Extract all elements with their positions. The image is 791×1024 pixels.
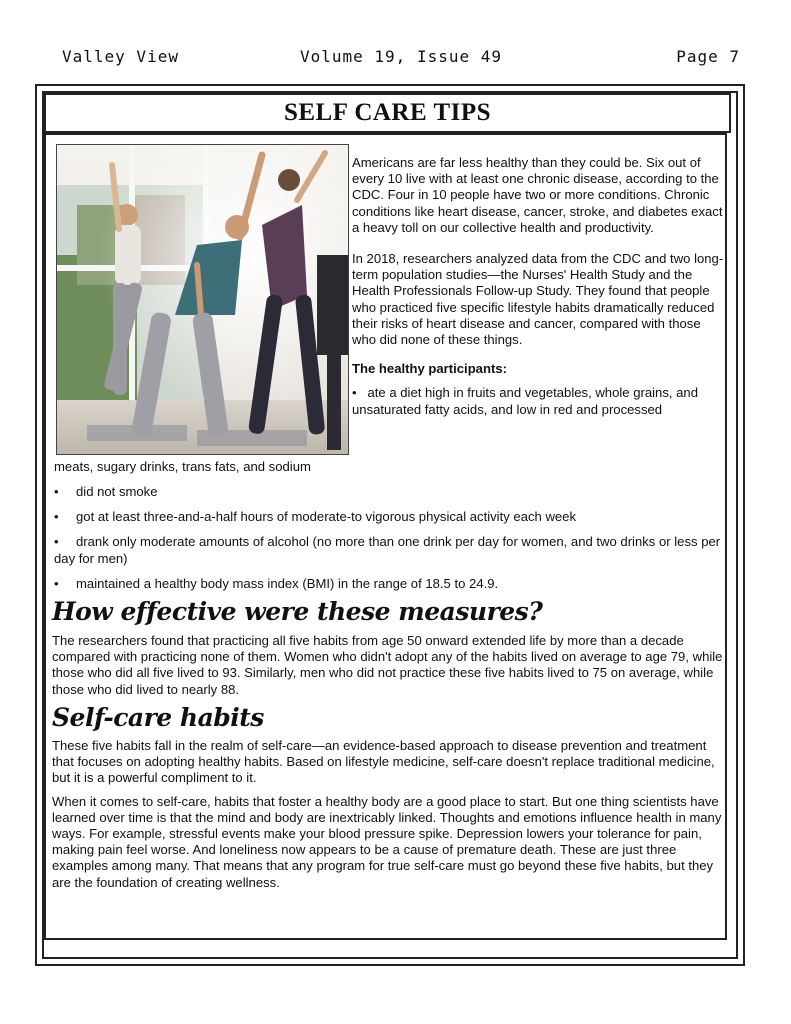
intro-column xyxy=(352,155,724,418)
effectiveness-paragraph: The researchers found that practicing all five habits from age 50 onward extended life by more than a decade compared with practicing none of them. Women who didn't adopt any of the habits lived on average to age 79, while those who did all five lived to 93. Similarly, men who did not practice these five habits lived to 75 on average, while those who did lived to nearly 88. xyxy=(52,633,723,697)
article-title: SELF CARE TIPS xyxy=(44,93,731,133)
bullet-dot: • xyxy=(54,575,59,591)
running-header xyxy=(62,47,740,69)
self-care-paragraph-2: When it comes to self-care, habits that foster a healthy body are a good place to start. But one thing scientists have learned over time is that the mind and body are inextricably linked. Thoughts and emotions influence health in many ways. For example, stressful events make your blood pressure spike. Depression lowers your tolerance for pain, making pain feel worse. And loneliness now appears to be a cause of premature death. These are just three examples among many. That means that any program for true self-care must go beyond these five habits, but they are the foundation of creating wellness. xyxy=(52,793,722,890)
heading-effectiveness: How effective were these measures? xyxy=(52,597,543,626)
bullet-dot: • xyxy=(352,385,357,401)
bullet-item-diet xyxy=(352,385,724,417)
bullet-diet-text: ate a diet high in fruits and vegetables, whole grains, and unsaturated fatty acids, and low in red and processed xyxy=(352,385,698,417)
newsletter-name: Valley View xyxy=(62,47,179,66)
bullet-text: did not smoke xyxy=(76,484,158,499)
bullet-dot: • xyxy=(54,509,59,525)
bullet-item-smoking xyxy=(54,484,730,500)
participants-heading: The healthy participants: xyxy=(352,361,507,377)
volume-issue: Volume 19, Issue 49 xyxy=(299,47,503,66)
self-care-paragraph-1: These five habits fall in the realm of self-care—an evidence-based approach to disease prevention and treatment that focuses on adopting healthy habits. Based on lifestyle medicine, self-care doesn't replace traditional medicine, but it is a powerful compliment to it. xyxy=(52,738,715,786)
bullet-item-bmi xyxy=(54,576,730,592)
self-care-section xyxy=(52,738,728,898)
stretching-exercise-photo xyxy=(56,144,349,455)
bullet-list xyxy=(54,484,730,601)
bullet-text: maintained a healthy body mass index (BMI) in the range of 18.5 to 24.9. xyxy=(76,575,499,591)
intro-paragraph-2: In 2018, researchers analyzed data from the CDC and two long-term population studies—the Nurses' Health Study and the Health Professionals Follow-up Study. They found that people who practiced five specific lifestyle habits dramatically reduced their risks of heart disease and cancer, compared with those who did none of these things. xyxy=(352,251,724,348)
bullet-dot: • xyxy=(54,484,59,499)
bullet-diet-continuation: meats, sugary drinks, trans fats, and sodium xyxy=(54,459,311,474)
bullet-item-activity xyxy=(54,509,730,525)
heading-self-care-habits: Self-care habits xyxy=(52,703,264,732)
bullet-dot: • xyxy=(54,534,59,550)
intro-paragraph-1: Americans are far less healthy than they could be. Six out of every 10 live with at least one chronic disease, according to the CDC. Four in 10 people have two or more conditions. Chronic conditions like heart disease, cancer, stroke, and diabetes exact a heavy toll on our collective health and productivity. xyxy=(352,155,723,235)
bullet-text: got at least three-and-a-half hours of moderate-to vigorous physical activity each week xyxy=(76,509,577,525)
bullet-text: drank only moderate amounts of alcohol (no more than one drink per day for women, and two drinks or less per day for men) xyxy=(54,534,721,566)
bullet-item-alcohol xyxy=(54,534,730,566)
page-number: Page 7 xyxy=(676,47,740,66)
